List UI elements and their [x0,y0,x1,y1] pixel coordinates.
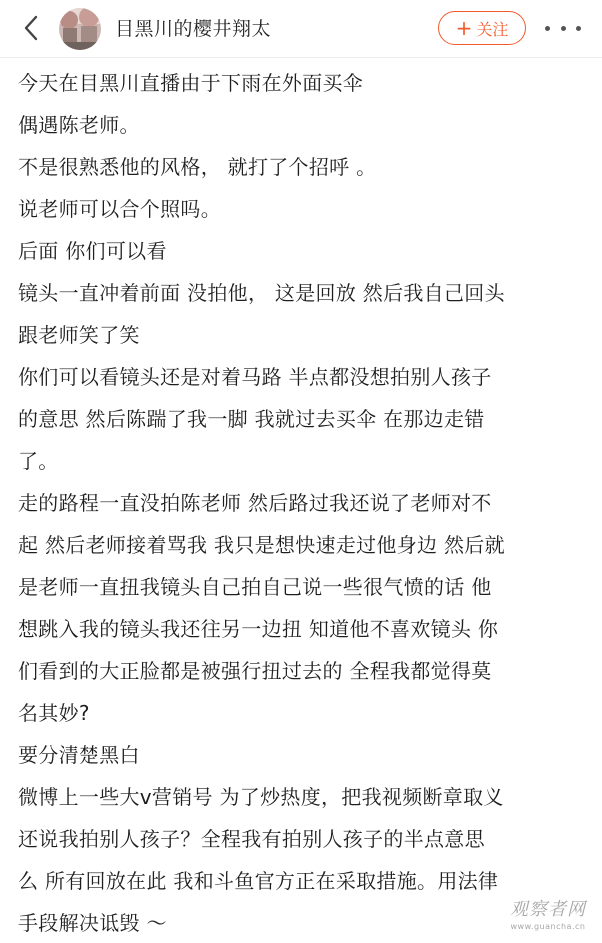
post-line: 你们可以看镜头还是对着马路 半点都没想拍别人孩子 [18,365,492,389]
post-line: 走的路程一直没拍陈老师 然后路过我还说了老师对不 [18,491,492,515]
avatar[interactable] [59,8,101,50]
post-line: 是老师一直扭我镜头自己拍自己说一些很气愤的话 他 [18,575,492,599]
plus-icon: + [455,16,473,40]
chevron-left-icon [23,15,39,41]
post-line: 镜头一直冲着前面 没拍他， 这是回放 然后我自己回头 [18,281,505,305]
watermark-sub: www.guancha.cn [510,922,586,931]
post-line: 微博上一些大v营销号 为了炒热度，把我视频断章取义 [18,785,504,809]
post-line: 名其妙? [18,701,90,725]
more-button[interactable] [545,16,581,40]
watermark-main: 观察者网 [510,899,586,920]
post-line: 起 然后老师接着骂我 我只是想快速走过他身边 然后就 [18,533,505,557]
post-line: 要分清楚黑白 [18,743,140,767]
post-body [18,62,590,943]
post-line: 偶遇陈老师。 [18,113,140,137]
post-line: 了。 [18,449,59,473]
back-button[interactable] [16,12,46,44]
post-line: 不是很熟悉他的风格， 就打了个招呼 。 [18,155,377,179]
top-bar [0,0,602,58]
follow-button[interactable] [438,11,526,45]
post-line: 的意思 然后陈踹了我一脚 我就过去买伞 在那边走错 [18,407,485,431]
user-name[interactable]: 目黑川的樱井翔太 [115,18,272,40]
avatar-image [59,8,101,50]
post-line: 们看到的大正脸都是被强行扭过去的 全程我都觉得莫 [18,659,492,683]
post-line: 还说我拍别人孩子？全程我有拍别人孩子的半点意思 [18,827,485,851]
post-line: 跟老师笑了笑 [18,323,140,347]
post-line: 想跳入我的镜头我还往另一边扭 知道他不喜欢镜头 你 [18,617,499,641]
watermark [498,898,598,940]
post-line: 手段解决诋毁 ～ [18,911,167,935]
post-line: 今天在目黑川直播由于下雨在外面买伞 [18,71,364,95]
more-dots-icon [545,26,550,31]
follow-label: 关注 [476,19,509,39]
post-line: 么 所有回放在此 我和斗鱼官方正在采取措施。用法律 [18,869,499,893]
post-line: 后面 你们可以看 [18,239,167,263]
post-line: 说老师可以合个照吗。 [18,197,221,221]
